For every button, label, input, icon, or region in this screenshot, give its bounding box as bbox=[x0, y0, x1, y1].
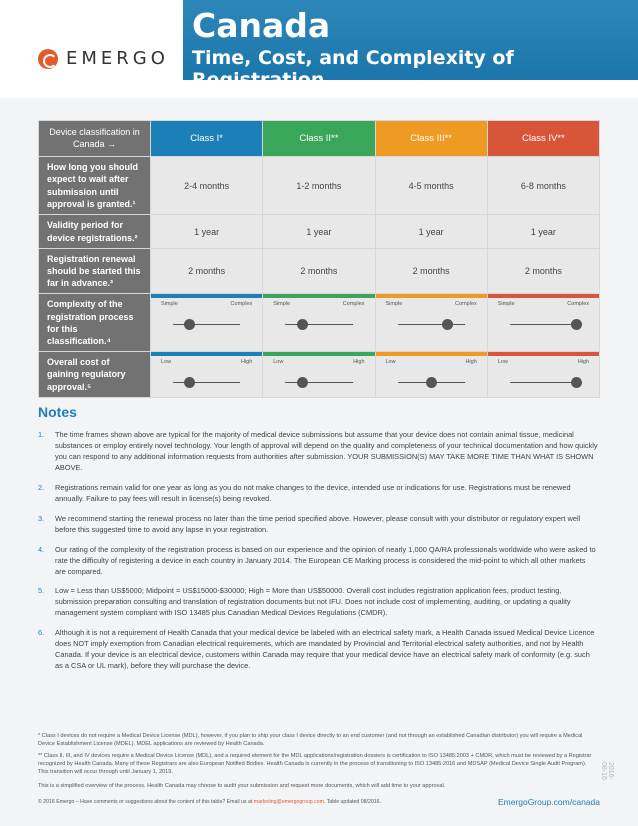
updated-text: . Table updated 08/2016. bbox=[323, 799, 381, 805]
table-cell: 2 months bbox=[263, 249, 375, 294]
gauge-track bbox=[173, 382, 240, 383]
table-cell: 1 year bbox=[487, 215, 599, 249]
table-cell: 1 year bbox=[375, 215, 487, 249]
table-cell: 2 months bbox=[151, 249, 263, 294]
gauge-marker bbox=[426, 377, 437, 388]
table-cell: 2-4 months bbox=[151, 157, 263, 215]
row-label: How long you should expect to wait after submission until approval is granted.¹ bbox=[39, 157, 151, 215]
class-color-strip bbox=[263, 294, 374, 298]
table-cell: 2 months bbox=[487, 249, 599, 294]
gauge-low-label: Low bbox=[385, 358, 396, 365]
logo-text: EMERGO bbox=[66, 48, 169, 69]
gauge-labels bbox=[386, 301, 477, 307]
gauge-low-label: Low bbox=[273, 358, 284, 365]
gauge-labels bbox=[273, 301, 364, 307]
footnote-overview: This is a simplified overview of the process. Health Canada may choose to audit your submission and request more documents, which will add time to your approval. bbox=[38, 783, 446, 789]
emergo-logo bbox=[38, 48, 169, 69]
gauge-labels bbox=[161, 359, 252, 365]
gauge-track bbox=[510, 382, 577, 383]
note-text: We recommend starting the renewal process no later than the time period specified above. However, please consult with your distributor or regulatory expert well before this suggested time to avoid any lapse in your registration. bbox=[55, 513, 581, 534]
class-color-strip bbox=[376, 294, 487, 298]
gauge-marker bbox=[184, 377, 195, 388]
email-link[interactable]: marketing@emergogroup.com bbox=[253, 799, 324, 805]
note-number: 1. bbox=[38, 430, 45, 439]
cost-gauge bbox=[151, 351, 263, 397]
table-cell: 1-2 months bbox=[263, 157, 375, 215]
note-item bbox=[38, 628, 598, 672]
class-color-strip bbox=[263, 352, 374, 356]
note-text: Although it is not a requirement of Health Canada that your medical device be labeled with an electrical safety mark, a Health Canada issued Medical Device Licence does NOT imply exemption from Canadian electrical requirements, which are mandated by Provincial and Territorial electrical safety authorities, and not by Health Canada. If your device is an electrical device, customers within Canada may require that your medical device have an electrical safety mark of conformity (e.g. such as a CSA or UL mark), before they will purchase the device. bbox=[55, 628, 595, 671]
note-text: Low = Less than US$5000; Midpoint = US$15000-$30000; High = More than US$50000. Overall cost includes registration application fees, product testing, submission preparation consulting and translation of registration documents but not IFU. Does not include cost of implementing, auditing, or updating a quality management system compliant with ISO 13485 plus Canadian Medical Devices Regulations (CMDR). bbox=[55, 586, 571, 618]
complexity-gauge bbox=[375, 294, 487, 352]
footnote-class-1: * Class I devices do not require a Medical Device License (MDL), however, if you plan to ship your class I device directly to an end customer (and not through an established Canadian distributor) you will require a Medical Device Establishment License (MDEL). MDEL applications are reviewed by Health Canada. bbox=[38, 733, 583, 748]
gauge-marker bbox=[571, 319, 582, 330]
row-label: Registration renewal should be started this far in advance.³ bbox=[39, 249, 151, 294]
gauge-labels bbox=[386, 359, 477, 365]
website-link[interactable]: EmergoGroup.com/canada bbox=[497, 797, 600, 807]
table-cell: 2 months bbox=[375, 249, 487, 294]
cost-row bbox=[39, 351, 600, 397]
header bbox=[0, 0, 638, 98]
row-label: Validity period for device registrations.² bbox=[39, 215, 151, 249]
note-text: Registrations remain valid for one year as long as you do not make changes to the device, intended use or indications for use. Registrations must be renewed annually. Failure to pay fees will result in license(s) being revoked. bbox=[55, 482, 571, 503]
gauge-low-label: Simple bbox=[385, 301, 403, 308]
cost-gauge bbox=[375, 351, 487, 397]
table-row bbox=[39, 215, 600, 249]
gauge-labels bbox=[498, 359, 589, 365]
note-item bbox=[38, 545, 598, 578]
footer-copyright bbox=[38, 799, 381, 805]
table-header-row bbox=[39, 121, 600, 157]
note-number: 6. bbox=[38, 628, 45, 638]
row-label: Overall cost of gaining regulatory approval.⁵ bbox=[39, 351, 151, 397]
note-number: 4. bbox=[38, 544, 45, 554]
corner-cell: Device classification in Canada → bbox=[39, 121, 151, 157]
page-subtitle: Time, Cost, and Complexity of Registration bbox=[192, 47, 514, 91]
class-header: Class I* bbox=[151, 121, 263, 157]
gauge-high-label: Complex bbox=[567, 301, 589, 308]
gauge-labels bbox=[161, 301, 252, 307]
note-text: Our rating of the complexity of the registration process is based on our experience and the opinion of nearly 1,000 QA/RA professionals worldwide who were asked to rate the difficulty of registering a device in each country in January 2014. The European CE Marking process is considered the mid-point to which all other markets are compared. bbox=[55, 544, 596, 576]
gauge-track bbox=[510, 324, 577, 325]
table-cell: 4-5 months bbox=[375, 157, 487, 215]
gauge-marker bbox=[184, 319, 195, 330]
gauge-labels bbox=[273, 359, 364, 365]
gauge-labels bbox=[498, 301, 589, 307]
gauge-track bbox=[285, 382, 352, 383]
complexity-gauge bbox=[487, 294, 599, 352]
gauge-marker bbox=[571, 377, 582, 388]
class-color-strip bbox=[376, 352, 487, 356]
note-number: 3. bbox=[38, 513, 45, 523]
class-color-strip bbox=[488, 352, 599, 356]
gauge-low-label: Simple bbox=[497, 301, 515, 308]
gauge-track bbox=[285, 324, 352, 325]
emergo-logo-icon bbox=[38, 49, 58, 69]
footnote-class-2-4: ** Class II, III, and IV devices require a Medical Device License (MDL), and a required element for the MDL applications/registration dossiers is certification to ISO 13485:2003 + CMDR, which must be reviewed by a Registrar recognized by Health Canada. Many of these Registrars are also European Notified Bodies. Health Canada is currently in the process of transitioning to ISO 13485:2016 and MDSAP (Medical Device Single Audit Program). This transition will occur through until January 1, 2019. bbox=[38, 753, 592, 776]
class-color-strip bbox=[151, 294, 262, 298]
gauge-high-label: High bbox=[577, 358, 589, 365]
gauge-marker bbox=[297, 319, 308, 330]
gauge-low-label: Low bbox=[497, 358, 508, 365]
class-color-strip bbox=[151, 352, 262, 356]
table-cell: 1 year bbox=[263, 215, 375, 249]
gauge-low-label: Low bbox=[161, 358, 172, 365]
class-color-strip bbox=[488, 294, 599, 298]
note-item bbox=[38, 483, 598, 505]
gauge-low-label: Simple bbox=[273, 301, 291, 308]
note-number: 2. bbox=[38, 482, 45, 492]
notes-list bbox=[38, 430, 598, 681]
class-header: Class IV** bbox=[487, 121, 599, 157]
note-item bbox=[38, 586, 598, 619]
row-label: Complexity of the registration process for this classification.⁴ bbox=[39, 294, 151, 352]
gauge-high-label: Complex bbox=[342, 301, 365, 308]
gauge-marker bbox=[442, 319, 453, 330]
note-text: The time frames shown above are typical for the majority of medical device submissions but assume that your device does not contain animal tissue, medicinal substances or employ entirely novel technology. Your length of approval will depend on the quality and completeness of your technical documentation and how quickly you can respond to any additional information requests from authorities after submission. YOUR SUBMISSION(S) MAY TAKE MORE TIME THAN WHAT IS SHOWN ABOVE. bbox=[55, 430, 598, 472]
note-item bbox=[38, 514, 598, 536]
gauge-high-label: High bbox=[465, 358, 477, 365]
table-cell: 6-8 months bbox=[487, 157, 599, 215]
registration-table bbox=[38, 120, 600, 398]
note-item bbox=[38, 430, 598, 474]
gauge-high-label: Complex bbox=[455, 301, 477, 308]
complexity-gauge bbox=[151, 294, 263, 352]
complexity-row bbox=[39, 294, 600, 352]
complexity-gauge bbox=[263, 294, 375, 352]
copyright-text: © 2016 Emergo – Have comments or suggestions about the content of this table? Email us at bbox=[38, 799, 253, 805]
gauge-track bbox=[398, 324, 465, 325]
gauge-track bbox=[173, 324, 240, 325]
note-number: 5. bbox=[38, 586, 45, 596]
gauge-marker bbox=[297, 377, 308, 388]
table-row bbox=[39, 157, 600, 215]
table-row bbox=[39, 249, 600, 294]
gauge-high-label: Complex bbox=[230, 301, 253, 308]
cost-gauge bbox=[487, 351, 599, 397]
page-title: Canada bbox=[192, 6, 331, 45]
gauge-low-label: Simple bbox=[161, 301, 178, 308]
document-code: 2016-08-16 bbox=[600, 762, 614, 780]
gauge-high-label: High bbox=[353, 358, 365, 365]
table-cell: 1 year bbox=[151, 215, 263, 249]
class-header: Class III** bbox=[375, 121, 487, 157]
notes-title: Notes bbox=[38, 404, 77, 420]
class-header: Class II** bbox=[263, 121, 375, 157]
gauge-high-label: High bbox=[240, 358, 253, 365]
cost-gauge bbox=[263, 351, 375, 397]
